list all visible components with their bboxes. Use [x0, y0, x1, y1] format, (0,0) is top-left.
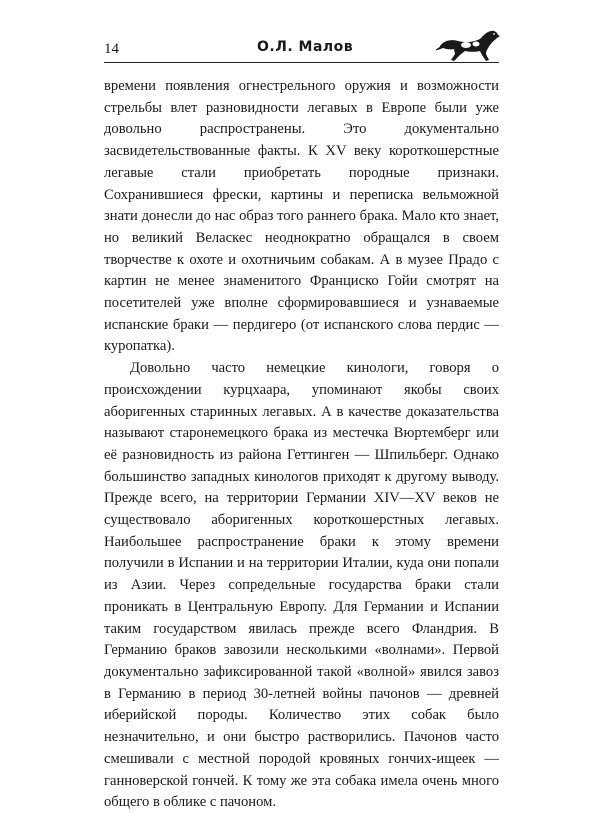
running-title: О.Л. Малов	[257, 39, 354, 55]
dog-icon	[436, 24, 502, 64]
paragraph: времени появления огнестрельного оружия и возможности стрельбы влет разновидности легавых в Европе были уже довольно распространены. Это документально засвидетельствованные факты. К XV веку короткошерстные легавые стали приобретать породные признаки. Сохранившиеся фрески, картины и переписка вельможной знати донесли до нас образ того раннего брака. Мало кто знает, но великий Веласкес неоднократно обращался в своем творчестве к охоте и охотничьим собакам. А в музее Прадо с картин не менее знаменитого Франциско Гойи смотрят на посетителей уже вполне сформировавшиеся и узнаваемые испанские браки — пердигеро (от испанского слова пердис — куропатка).	[104, 78, 499, 355]
page-number: 14	[104, 41, 119, 57]
paragraph: Довольно часто немецкие кинологи, говоря о происхождении курцхаара, упоминают якобы своих аборигенных старинных легавых. А в качестве доказательства называют старонемецкого брака из местечка Вюртемберг или её разновидность из района Геттинген — Шпильберг. Однако большинство западных кинологов приходят к другому выводу. Прежде всего, на территории Германии XIV—XV веков не существовало аборигенных короткошерстных легавых. Наибольшее распространение браки к этому времени получили в Испании и на территории Италии, куда они попали из Азии. Через сопредельные государства браки стали проникать в Центральную Европу. Для Германии и Испании таким государством явилась прежде всего Фландрия. В Германию браков завозили несколькими «волнами». Первой документально зафиксированной такой «волной» явился завоз в Германию в период 30-летней войны пачонов — древней иберийской породы. Количество этих собак было незначительно, и они быстро растворились. Пачонов часто смешивали с местной породой кровяных гончих-ищеек — ганноверской гончей. К тому же эта собака имела очень много общего в облике с пачоном.	[104, 360, 499, 811]
header-rule	[104, 62, 499, 63]
body-text	[104, 76, 499, 814]
page-header	[104, 40, 499, 70]
